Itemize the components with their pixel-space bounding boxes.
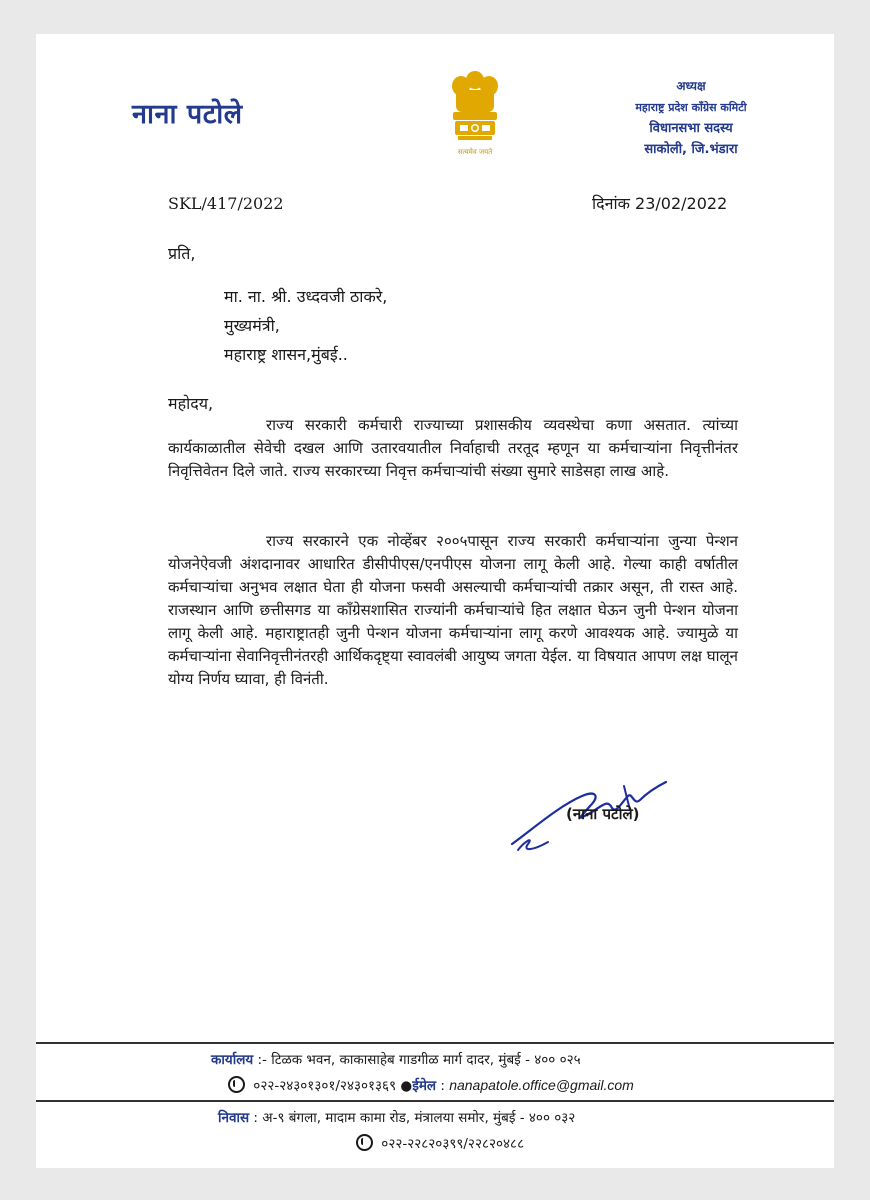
office-label: कार्यालय (211, 1052, 254, 1068)
addressee-block (224, 282, 387, 369)
office-address: :- टिळक भवन, काकासाहेब गाडगीळ मार्ग दादर, मुंबई - ४०० ०२५ (257, 1052, 581, 1068)
designation-line: साकोली, जि.भंडारा (644, 142, 738, 157)
residence-phone: ०२२-२२८२०३९९/२२८२०४८८ (381, 1136, 525, 1152)
designation-line: विधानसभा सदस्य (649, 121, 733, 136)
email-label: ईमेल (412, 1078, 437, 1094)
office-address-line (211, 1050, 581, 1068)
sender-designation (591, 76, 791, 160)
letter-sheet (36, 34, 834, 1168)
phone-icon (228, 1076, 245, 1093)
national-emblem-icon (444, 66, 506, 166)
addressee-line: महाराष्ट्र शासन,मुंबई.. (224, 345, 348, 364)
sender-name: नाना पटोले (132, 99, 243, 130)
signatory-name: (नाना पटोले) (566, 805, 640, 823)
body-paragraph-1 (168, 414, 738, 483)
addressee-line: मा. ना. श्री. उध्दवजी ठाकरे, (224, 287, 388, 306)
residence-contact-line (356, 1134, 524, 1152)
office-contact-line (228, 1076, 634, 1094)
to-prefix: प्रति, (168, 244, 196, 263)
bullet-icon: ● (400, 1078, 413, 1094)
paragraph-text: राज्य सरकारने एक नोव्हेंबर २००५पासून राज्य सरकारी कर्मचाऱ्यांना जुन्या पेन्शन योजनेऐवजी अंशदानावर आधारित डीसीपीएस/एनपीएस योजना लागू केली आहे. गेल्या काही वर्षातील कर्मचाऱ्यांचा अनुभव लक्षात घेता ही योजना फसवी असल्याची कर्मचाऱ्यांची तक्रार असून, ती रास्त आहे. राजस्थान आणि छत्तीसगड या कॉंग्रेसशासित राज्यांनी कर्मचाऱ्यांचे हित लक्षात घेऊन जुनी पेन्शन योजना लागू केली आहे. महाराष्ट्रातही जुनी पेन्शन योजना कर्मचाऱ्यांना लागू करणे आवश्यक आहे. ज्यामुळे या कर्मचाऱ्यांना सेवानिवृत्तीनंतरही आर्थिकदृष्ट्या स्वावलंबी आयुष्य जगता येईल. या विषयात आपण लक्ष घालून योग्य निर्णय घ्यावा, ही विनंती. (168, 532, 738, 688)
emblem-motto: सत्यमेव जयते (457, 148, 493, 156)
residence-address-line (218, 1108, 575, 1126)
phone-icon (356, 1134, 373, 1151)
body-paragraph-2 (168, 530, 738, 691)
designation-line: महाराष्ट्र प्रदेश कॉंग्रेस कमिटी (635, 101, 747, 114)
reference-number: SKL/417/2022 (168, 194, 284, 213)
designation-line: अध्यक्ष (676, 79, 706, 93)
email-address[interactable]: nanapatole.office@gmail.com (449, 1077, 634, 1093)
footer-divider (36, 1100, 834, 1102)
letter-date: दिनांक 23/02/2022 (592, 194, 728, 213)
residence-label: निवास (218, 1110, 250, 1126)
office-phone: ०२२-२४३०१३०१/२४३०१३६९ (253, 1078, 397, 1094)
footer-divider (36, 1042, 834, 1044)
residence-address: : अ-९ बंगला, मादाम कामा रोड, मंत्रालया समोर, मुंबई - ४०० ०३२ (253, 1110, 576, 1126)
addressee-line: मुख्यमंत्री, (224, 316, 280, 335)
salutation: महोदय, (168, 394, 214, 413)
paragraph-text: राज्य सरकारी कर्मचारी राज्याच्या प्रशासकीय व्यवस्थेचा कणा असतात. त्यांच्या कार्यकाळातील सेवेची दखल आणि उतारवयातील निर्वाहाची तरतूद म्हणून या कर्मचाऱ्यांना निवृत्तीनंतर निवृत्तिवेतन दिले जाते. राज्य सरकारच्या निवृत्त कर्मचाऱ्यांची संख्या सुमारे साडेसहा लाख आहे. (168, 416, 738, 480)
email-separator: : (440, 1078, 450, 1094)
